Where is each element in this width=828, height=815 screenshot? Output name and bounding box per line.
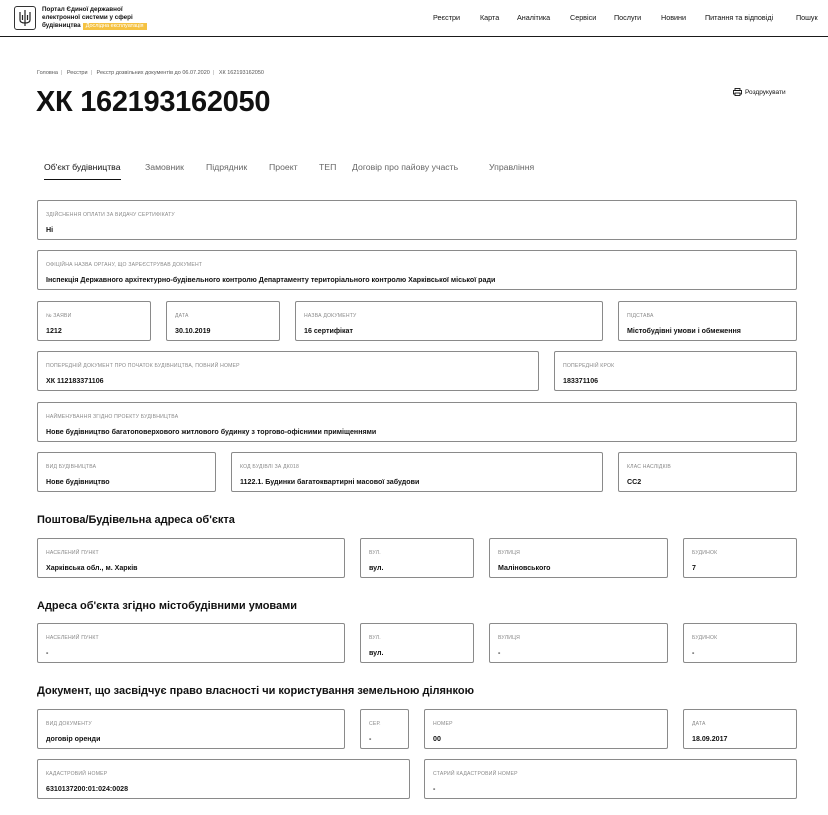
print-button[interactable]: Роздрукувати	[733, 88, 786, 96]
consequence-class-field: КЛАС НАСЛІДКІВ СС2	[618, 452, 797, 492]
tab-customer[interactable]: Замовник	[145, 162, 184, 172]
basis-field: ПІДСТАВА Містобудівні умови і обмеження	[618, 301, 797, 341]
tab-tep[interactable]: ТЕП	[319, 162, 337, 172]
application-number-field: № ЗАЯВИ 1212	[37, 301, 151, 341]
old-cadastral-number-field: СТАРИЙ КАДАСТРОВИЙ НОМЕР -	[424, 759, 797, 799]
date-field: ДАТА 30.10.2019	[166, 301, 280, 341]
planning-settlement-field: НАСЕЛЕНИЙ ПУНКТ -	[37, 623, 345, 663]
site-header	[0, 0, 828, 37]
planning-building-field: БУДИНОК -	[683, 623, 797, 663]
page-title: ХК 162193162050	[36, 86, 271, 118]
printer-icon	[733, 88, 742, 96]
build-type-field: ВИД БУДІВНИЦТВА Нове будівництво	[37, 452, 216, 492]
tab-bar	[37, 162, 797, 182]
land-series-field: СЕР. -	[360, 709, 409, 749]
land-doc-type-field: ВИД ДОКУМЕНТУ договір оренди	[37, 709, 345, 749]
tab-contractor[interactable]: Підрядник	[206, 162, 248, 172]
breadcrumb-current: ХК 162193162050	[218, 70, 264, 76]
building-code-field: КОД БУДІВЛІ ЗА ДК018 1122.1. Будинки багатоквартирні масової забудови	[231, 452, 603, 492]
beta-badge: Дослідна експлуатація	[83, 23, 147, 30]
tab-share-agreement[interactable]: Договір про пайову участь	[352, 162, 459, 172]
breadcrumb-registry[interactable]: Реєстр дозвільних документів до 06.07.2020	[96, 70, 210, 76]
postal-street-field: ВУЛИЦЯ Маліновського	[489, 538, 668, 578]
project-name-field: НАЙМЕНУВАННЯ ЗГІДНО ПРОЕКТУ БУДІВНИЦТВА Нове будівництво багатоповерхового житлового будинку з торгово-офісними приміщеннями	[37, 402, 797, 442]
tab-project[interactable]: Проект	[269, 162, 298, 172]
trident-icon[interactable]	[14, 6, 36, 30]
postal-address-heading: Поштова/Будівельна адреса об'єкта	[37, 514, 235, 526]
previous-document-field: ПОПЕРЕДНІЙ ДОКУМЕНТ ПРО ПОЧАТОК БУДІВНИЦТВА, ПОВНИЙ НОМЕР ХК 112183371106	[37, 351, 539, 391]
nav-item-registries[interactable]: Реєстри	[433, 13, 461, 22]
land-number-field: НОМЕР 00	[424, 709, 668, 749]
planning-street-field: ВУЛИЦЯ -	[489, 623, 668, 663]
land-document-heading: Документ, що засвідчує право власності чи користування земельною ділянкою	[37, 685, 475, 697]
tab-management[interactable]: Управління	[489, 162, 535, 172]
planning-address-heading: Адреса об'єкта згідно містобудівними умовами	[37, 600, 298, 612]
land-date-field: ДАТА 18.09.2017	[683, 709, 797, 749]
planning-street-type-field: ВУЛ. вул.	[360, 623, 474, 663]
breadcrumb-home[interactable]: Головна	[37, 70, 58, 76]
nav-item-search[interactable]: Пошук	[796, 13, 818, 22]
nav-item-faq[interactable]: Питання та відповіді	[705, 13, 774, 22]
postal-settlement-field: НАСЕЛЕНИЙ ПУНКТ Харківська обл., м. Харків	[37, 538, 345, 578]
nav-item-services[interactable]: Сервіси	[570, 13, 597, 22]
authority-field: ОФІЦІЙНА НАЗВА ОРГАНУ, ЩО ЗАРЕЄСТРУВАВ ДОКУМЕНТ Інспекція Державного архітектурно-будівельного контролю Департаменту територіального контролю Харківської міської ради	[37, 250, 797, 290]
postal-building-field: БУДИНОК 7	[683, 538, 797, 578]
breadcrumb: Головна | Реєстри | Реєстр дозвільних документів до 06.07.2020 | ХК 162193162050	[37, 70, 264, 76]
nav-item-analytics[interactable]: Аналітика	[517, 13, 551, 22]
nav-item-map[interactable]: Карта	[480, 13, 500, 22]
nav-item-assistance[interactable]: Послуги	[614, 13, 642, 22]
breadcrumb-registries[interactable]: Реєстри	[66, 70, 88, 76]
payment-field: ЗДІЙСНЕННЯ ОПЛАТИ ЗА ВИДАЧУ СЕРТИФІКАТУ Ні	[37, 200, 797, 240]
nav-item-news[interactable]: Новини	[661, 13, 687, 22]
tab-object[interactable]: Об'єкт будівництва	[44, 162, 121, 180]
postal-street-type-field: ВУЛ. вул.	[360, 538, 474, 578]
previous-step-field: ПОПЕРЕДНІЙ КРОК 183371106	[554, 351, 797, 391]
document-name-field: НАЗВА ДОКУМЕНТУ 16 сертифікат	[295, 301, 603, 341]
cadastral-number-field: КАДАСТРОВИЙ НОМЕР 6310137200:01:024:0028	[37, 759, 410, 799]
portal-title[interactable]: Портал Єдиної державної електронної системи у сфері будівництва Дослідна експлуатація	[42, 6, 162, 30]
